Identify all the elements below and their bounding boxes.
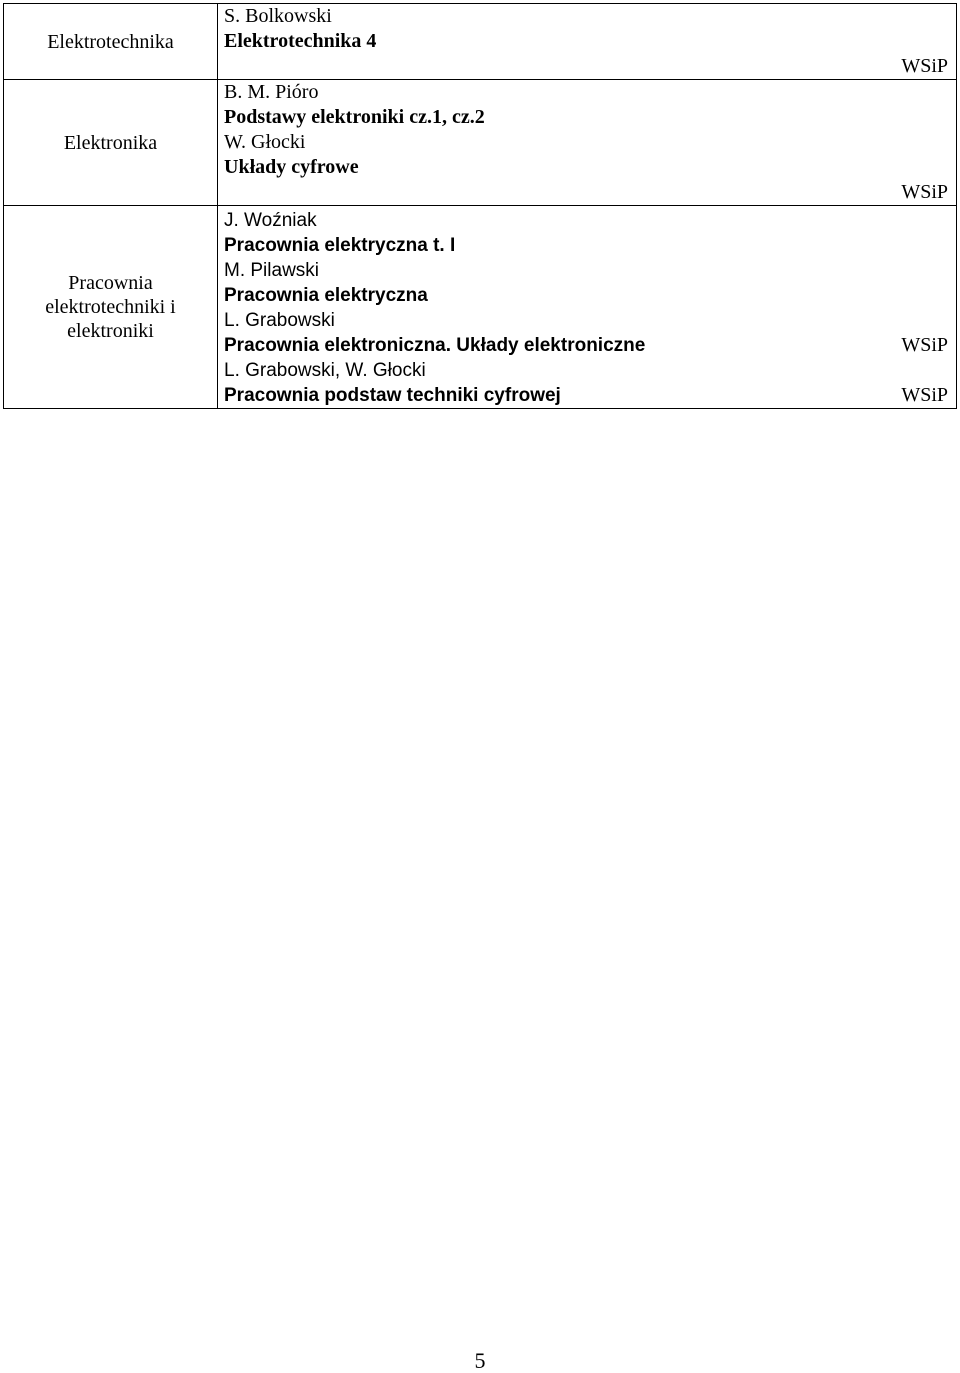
title-line bbox=[224, 155, 950, 180]
book-title: Układy cyfrowe bbox=[224, 156, 359, 178]
author-line bbox=[224, 80, 950, 105]
author-line bbox=[224, 4, 950, 29]
author: W. Głocki bbox=[224, 131, 306, 153]
books-cell bbox=[218, 206, 957, 409]
book-title: Podstawy elektroniki cz.1, cz.2 bbox=[224, 106, 485, 128]
author: L. Grabowski, W. Głocki bbox=[224, 360, 426, 381]
author-line bbox=[224, 258, 950, 283]
books-cell bbox=[218, 80, 957, 206]
title-line bbox=[224, 283, 950, 308]
textbook-table bbox=[3, 3, 957, 409]
subject-cell: Elektronika bbox=[4, 80, 218, 206]
publisher: WSiP bbox=[901, 181, 948, 203]
book-title: Elektrotechnika 4 bbox=[224, 30, 377, 52]
publisher: WSiP bbox=[901, 55, 948, 77]
table-row bbox=[4, 206, 957, 409]
title-line bbox=[224, 383, 950, 408]
title-line bbox=[224, 29, 950, 54]
author: L. Grabowski bbox=[224, 310, 335, 331]
subject-cell: Elektrotechnika bbox=[4, 4, 218, 80]
author: M. Pilawski bbox=[224, 260, 320, 281]
author-line bbox=[224, 308, 950, 333]
subject-cell: Pracownia elektrotechniki i elektroniki bbox=[4, 206, 218, 409]
author-line bbox=[224, 208, 950, 233]
publisher: WSiP bbox=[901, 384, 948, 406]
title-line bbox=[224, 333, 950, 358]
book-title: Pracownia elektroniczna. Układy elektroniczne bbox=[224, 335, 646, 356]
table-row bbox=[4, 4, 957, 80]
book-title: Pracownia podstaw techniki cyfrowej bbox=[224, 385, 561, 406]
author-line bbox=[224, 130, 950, 155]
book-title: Pracownia elektryczna t. I bbox=[224, 235, 456, 256]
title-line bbox=[224, 105, 950, 130]
publisher: WSiP bbox=[901, 334, 948, 356]
page-number: 5 bbox=[474, 1348, 486, 1373]
books-cell bbox=[218, 4, 957, 80]
author-line bbox=[224, 358, 950, 383]
author: S. Bolkowski bbox=[224, 5, 332, 27]
book-title: Pracownia elektryczna bbox=[224, 285, 428, 306]
title-line bbox=[224, 233, 950, 258]
table-row bbox=[4, 80, 957, 206]
author: J. Woźniak bbox=[224, 210, 317, 231]
author: B. M. Pióro bbox=[224, 81, 319, 103]
